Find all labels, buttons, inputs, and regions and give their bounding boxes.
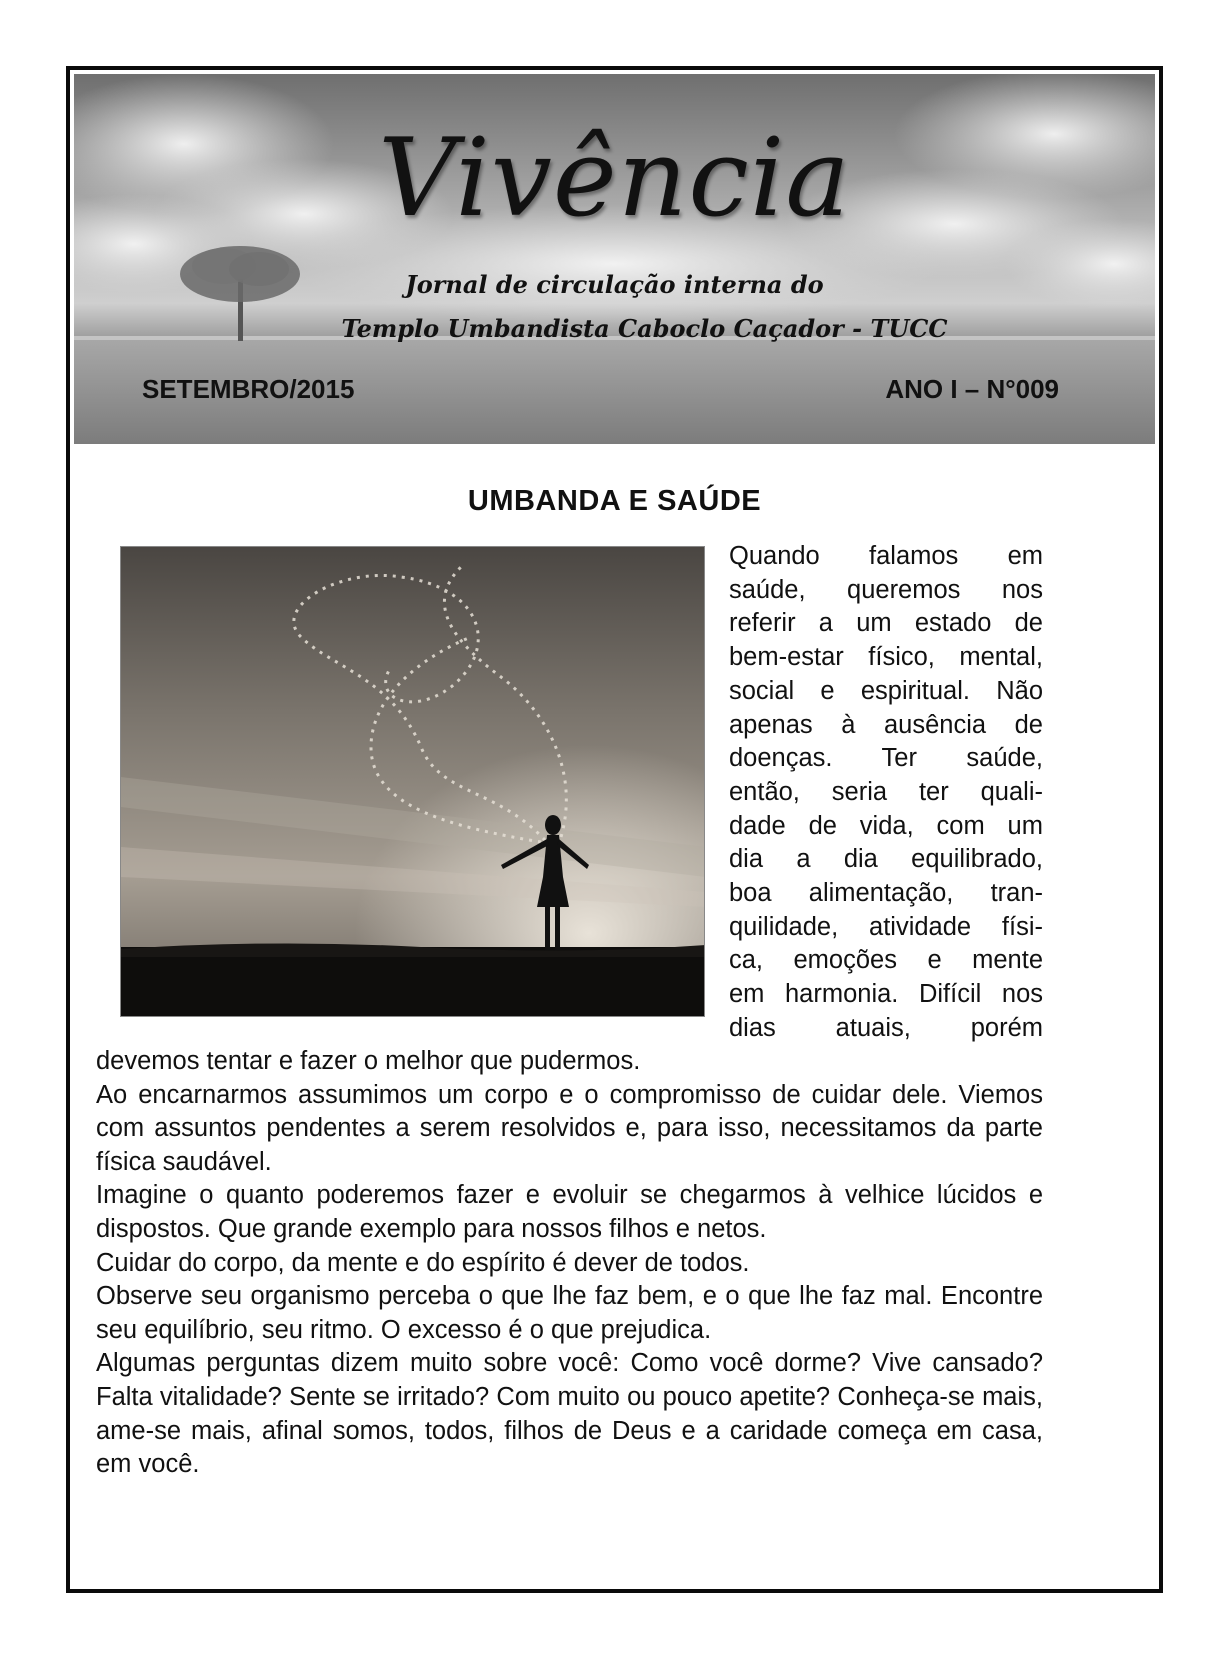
side-line: dias atuais, porém — [729, 1013, 1043, 1042]
side-line: dia a dia equilibrado, — [729, 845, 1043, 874]
side-line: Quando falamos em — [729, 542, 1043, 570]
masthead — [74, 74, 1155, 444]
side-line: dade de vida, com um — [729, 811, 1043, 840]
subtitle-line-1: Jornal de circulação interna do — [405, 270, 824, 299]
side-line: bem-estar físico, mental, — [729, 643, 1043, 672]
side-line: referir a um estado de — [729, 609, 1043, 638]
side-line: então, seria ter quali- — [729, 777, 1043, 806]
side-line: ca, emoções e mente — [729, 946, 1043, 975]
article-paragraph: Observe seu organismo perceba o que lhe faz bem, e o que lhe faz mal. Encontre seu equilíbrio, seu ritmo. O excesso é o que prejudica. — [96, 1282, 1043, 1344]
side-line: doenças. Ter saúde, — [729, 744, 1043, 773]
side-line: social e espiritual. Não — [729, 676, 1043, 705]
side-line: quilidade, atividade físi- — [729, 912, 1043, 941]
side-line: em harmonia. Difícil nos — [729, 980, 1043, 1009]
side-line: saúde, queremos nos — [729, 575, 1043, 604]
page-frame — [66, 66, 1163, 1593]
article-paragraph: Cuidar do corpo, da mente e do espírito é dever de todos. — [96, 1248, 750, 1277]
side-line: boa alimentação, tran- — [729, 879, 1043, 908]
issue-date: SETEMBRO/2015 — [142, 374, 355, 404]
issue-number: ANO I – N°009 — [885, 374, 1059, 404]
subtitle-line-2: Templo Umbandista Caboclo Caçador - TUCC — [341, 314, 948, 343]
side-line: apenas à ausência de — [729, 710, 1043, 739]
newspaper-title: Vivência — [378, 116, 851, 241]
article-paragraph: devemos tentar e fazer o melhor que pudermos. — [96, 1047, 641, 1075]
article-body — [96, 1045, 1043, 1482]
woman-silhouette-photo — [121, 547, 705, 1017]
article-paragraph: Algumas perguntas dizem muito sobre você: Como você dorme? Vive cansado? Falta vitalidade? Sente se irritado? Com muito ou pouco apetite? Conheça-se mais, ame-se mais, afinal somos, todos, filhos de Deus e a caridade começa em casa, em você. — [96, 1349, 1043, 1479]
article-paragraph: Ao encarnarmos assumimos um corpo e o compromisso de cuidar dele. Viemos com assuntos pendentes a serem resolvidos e, para isso, necessitamos da parte física saudável. — [96, 1080, 1043, 1176]
article-paragraph: Imagine o quanto poderemos fazer e evoluir se chegarmos à velhice lúcidos e dispostos. Que grande exemplo para nossos filhos e netos. — [96, 1181, 1043, 1243]
article-title: UMBANDA E SAÚDE — [467, 485, 762, 517]
article-photo — [120, 546, 705, 1017]
article-side-column — [729, 540, 1043, 1046]
